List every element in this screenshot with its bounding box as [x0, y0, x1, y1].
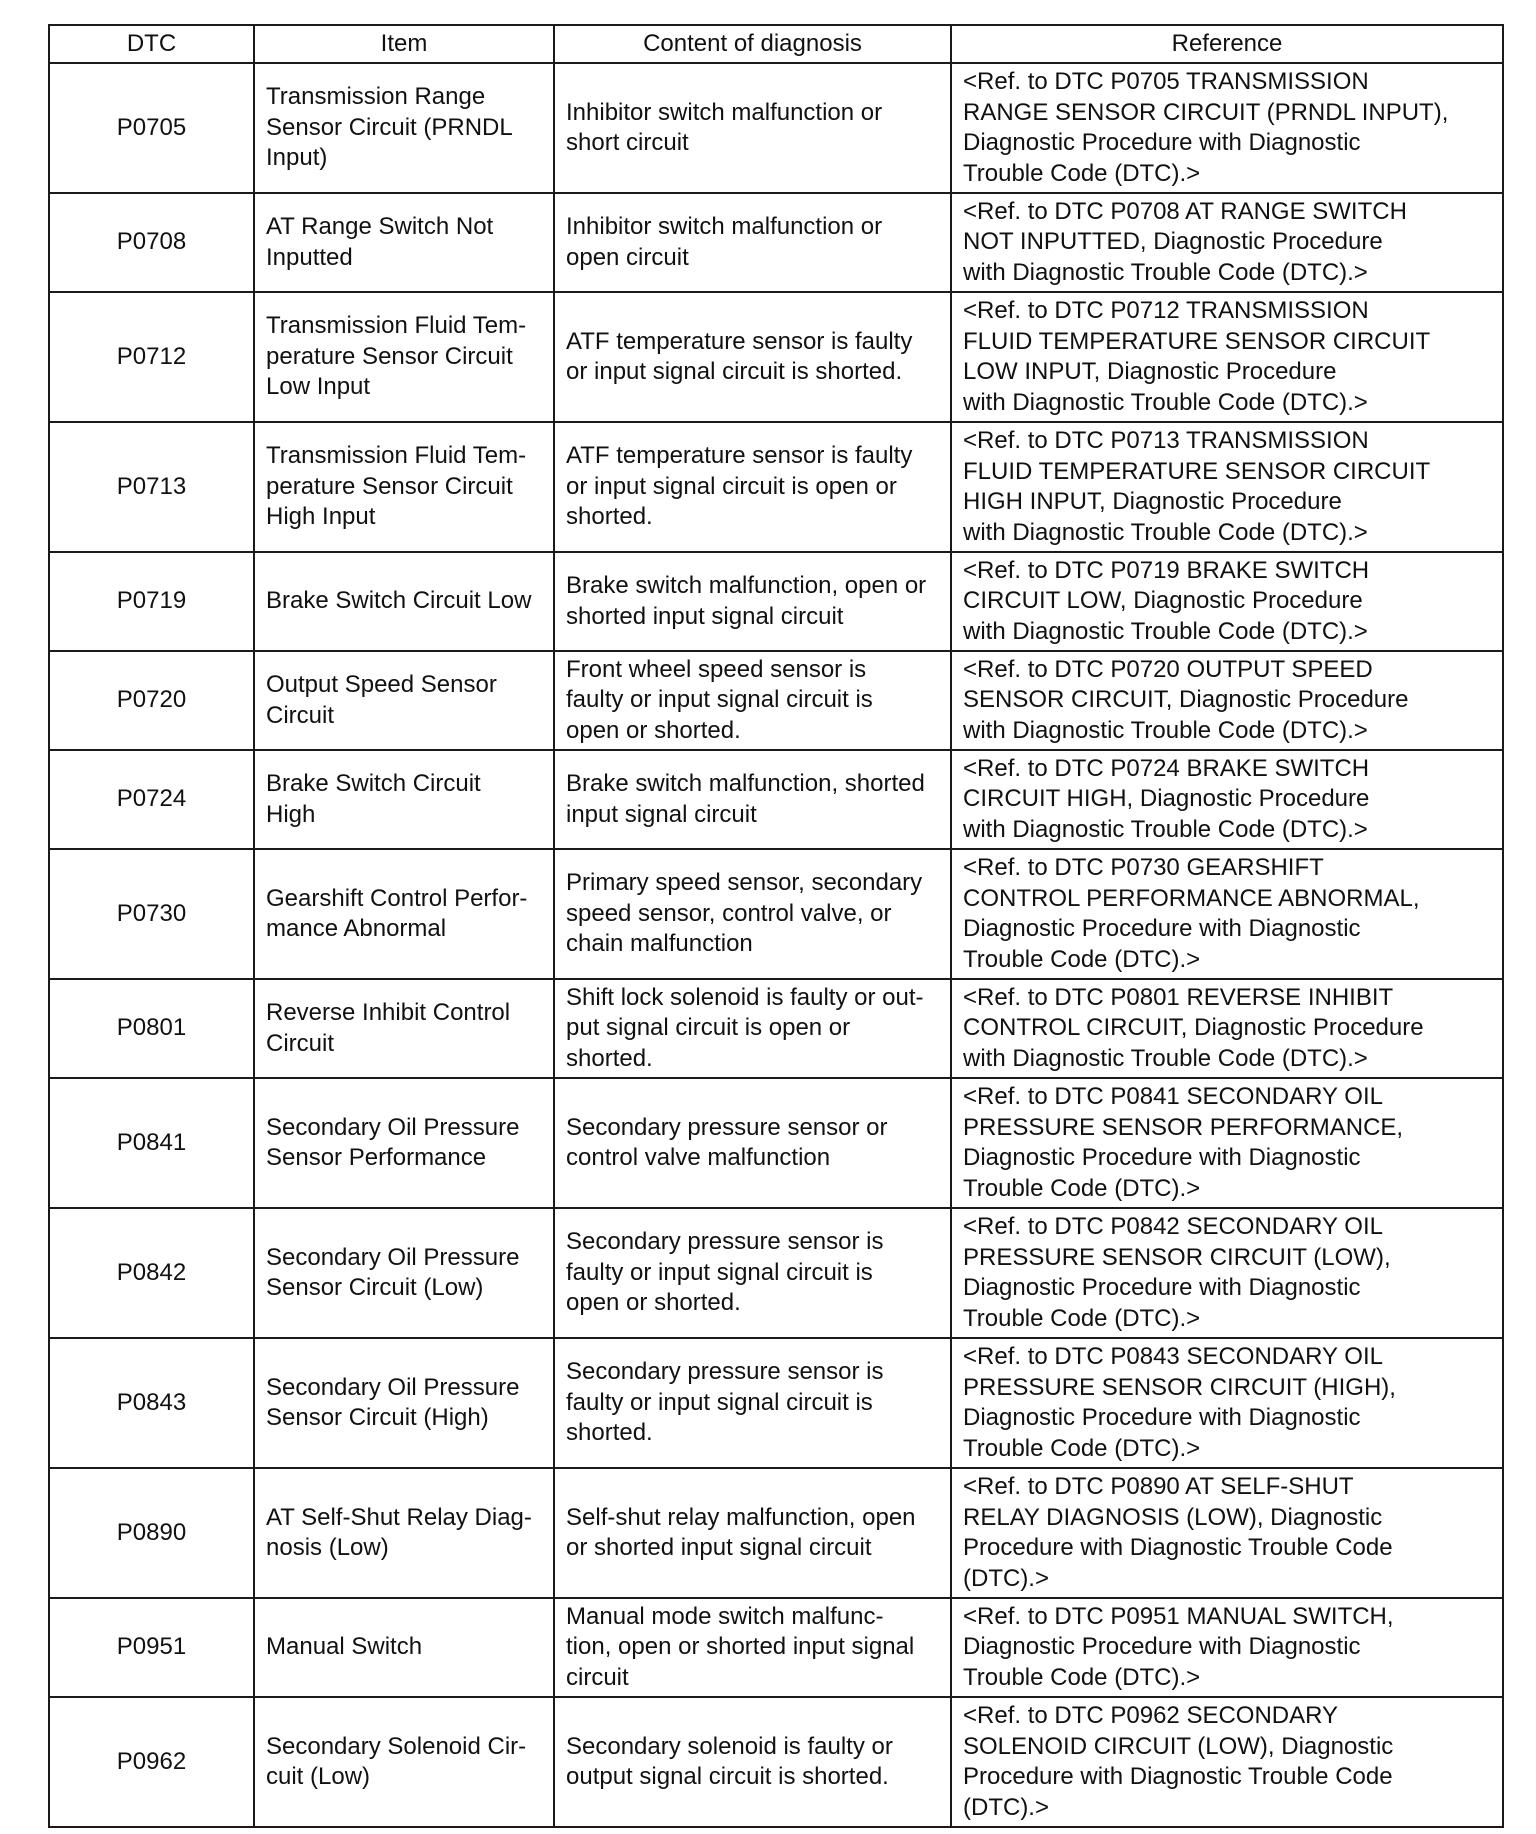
table-row	[49, 63, 1503, 193]
table-row	[49, 292, 1503, 422]
reference-text: <Ref. to DTC P0801 REVERSE INHIBIT CONTROL CIRCUIT, Diagnostic Procedure with Diagnostic Trouble Code (DTC).>	[951, 979, 1503, 1078]
dtc-code: P0801	[49, 979, 254, 1078]
dtc-code: P0962	[49, 1697, 254, 1827]
item-name: AT Range Switch Not Inputted	[254, 193, 554, 292]
reference-text: <Ref. to DTC P0841 SECONDARY OIL PRESSURE SENSOR PERFORMANCE, Diagnostic Procedure with Diagnostic Trouble Code (DTC).>	[951, 1078, 1503, 1208]
header-content-of-diagnosis: Content of diagnosis	[554, 25, 951, 63]
table-row	[49, 1338, 1503, 1468]
item-name: Transmission Fluid Tem- perature Sensor Circuit High Input	[254, 422, 554, 552]
item-name: Secondary Oil Pressure Sensor Performance	[254, 1078, 554, 1208]
item-name: Brake Switch Circuit Low	[254, 552, 554, 651]
reference-text: <Ref. to DTC P0712 TRANSMISSION FLUID TEMPERATURE SENSOR CIRCUIT LOW INPUT, Diagnostic Procedure with Diagnostic Trouble Code (DTC).>	[951, 292, 1503, 422]
diagnosis-content: Manual mode switch malfunc- tion, open or shorted input signal circuit	[554, 1598, 951, 1697]
diagnosis-content: Brake switch malfunction, shorted input signal circuit	[554, 750, 951, 849]
table-row	[49, 1697, 1503, 1827]
header-item: Item	[254, 25, 554, 63]
dtc-code: P0713	[49, 422, 254, 552]
dtc-code: P0720	[49, 651, 254, 750]
item-name: AT Self-Shut Relay Diag- nosis (Low)	[254, 1468, 554, 1598]
table-header	[49, 25, 1503, 63]
reference-text: <Ref. to DTC P0890 AT SELF-SHUT RELAY DIAGNOSIS (LOW), Diagnostic Procedure with Diagnostic Trouble Code (DTC).>	[951, 1468, 1503, 1598]
diagnosis-content: Secondary pressure sensor is faulty or input signal circuit is shorted.	[554, 1338, 951, 1468]
diagnosis-content: ATF temperature sensor is faulty or input signal circuit is shorted.	[554, 292, 951, 422]
table-row	[49, 1468, 1503, 1598]
item-name: Gearshift Control Perfor- mance Abnormal	[254, 849, 554, 979]
item-name: Reverse Inhibit Control Circuit	[254, 979, 554, 1078]
table-row	[49, 422, 1503, 552]
header-reference: Reference	[951, 25, 1503, 63]
table-row	[49, 1078, 1503, 1208]
reference-text: <Ref. to DTC P0730 GEARSHIFT CONTROL PERFORMANCE ABNORMAL, Diagnostic Procedure with Diagnostic Trouble Code (DTC).>	[951, 849, 1503, 979]
reference-text: <Ref. to DTC P0842 SECONDARY OIL PRESSURE SENSOR CIRCUIT (LOW), Diagnostic Procedure with Diagnostic Trouble Code (DTC).>	[951, 1208, 1503, 1338]
table-row	[49, 979, 1503, 1078]
item-name: Transmission Fluid Tem- perature Sensor Circuit Low Input	[254, 292, 554, 422]
dtc-code: P0842	[49, 1208, 254, 1338]
dtc-code: P0708	[49, 193, 254, 292]
table-row	[49, 552, 1503, 651]
header-row	[49, 25, 1503, 63]
reference-text: <Ref. to DTC P0720 OUTPUT SPEED SENSOR CIRCUIT, Diagnostic Procedure with Diagnostic Trouble Code (DTC).>	[951, 651, 1503, 750]
item-name: Brake Switch Circuit High	[254, 750, 554, 849]
dtc-code: P0705	[49, 63, 254, 193]
dtc-code: P0712	[49, 292, 254, 422]
dtc-code: P0951	[49, 1598, 254, 1697]
dtc-code: P0890	[49, 1468, 254, 1598]
item-name: Manual Switch	[254, 1598, 554, 1697]
table-row	[49, 1208, 1503, 1338]
diagnosis-content: Inhibitor switch malfunction or short circuit	[554, 63, 951, 193]
reference-text: <Ref. to DTC P0705 TRANSMISSION RANGE SENSOR CIRCUIT (PRNDL INPUT), Diagnostic Procedure with Diagnostic Trouble Code (DTC).>	[951, 63, 1503, 193]
reference-text: <Ref. to DTC P0719 BRAKE SWITCH CIRCUIT LOW, Diagnostic Procedure with Diagnostic Trouble Code (DTC).>	[951, 552, 1503, 651]
diagnosis-content: Secondary solenoid is faulty or output signal circuit is shorted.	[554, 1697, 951, 1827]
dtc-code: P0719	[49, 552, 254, 651]
diagnosis-content: Secondary pressure sensor or control valve malfunction	[554, 1078, 951, 1208]
item-name: Output Speed Sensor Circuit	[254, 651, 554, 750]
reference-text: <Ref. to DTC P0724 BRAKE SWITCH CIRCUIT HIGH, Diagnostic Procedure with Diagnostic Trouble Code (DTC).>	[951, 750, 1503, 849]
header-dtc: DTC	[49, 25, 254, 63]
reference-text: <Ref. to DTC P0951 MANUAL SWITCH, Diagnostic Procedure with Diagnostic Trouble Code (DTC).>	[951, 1598, 1503, 1697]
table-row	[49, 651, 1503, 750]
dtc-table	[48, 24, 1504, 1828]
reference-text: <Ref. to DTC P0708 AT RANGE SWITCH NOT INPUTTED, Diagnostic Procedure with Diagnostic Trouble Code (DTC).>	[951, 193, 1503, 292]
item-name: Secondary Solenoid Cir- cuit (Low)	[254, 1697, 554, 1827]
diagnosis-content: Primary speed sensor, secondary speed sensor, control valve, or chain malfunction	[554, 849, 951, 979]
diagnosis-content: Inhibitor switch malfunction or open circuit	[554, 193, 951, 292]
diagnosis-content: Front wheel speed sensor is faulty or input signal circuit is open or shorted.	[554, 651, 951, 750]
dtc-code: P0841	[49, 1078, 254, 1208]
diagnosis-content: Self-shut relay malfunction, open or shorted input signal circuit	[554, 1468, 951, 1598]
diagnosis-content: Secondary pressure sensor is faulty or input signal circuit is open or shorted.	[554, 1208, 951, 1338]
table-row	[49, 849, 1503, 979]
table-row	[49, 1598, 1503, 1697]
reference-text: <Ref. to DTC P0962 SECONDARY SOLENOID CIRCUIT (LOW), Diagnostic Procedure with Diagnostic Trouble Code (DTC).>	[951, 1697, 1503, 1827]
item-name: Secondary Oil Pressure Sensor Circuit (Low)	[254, 1208, 554, 1338]
diagnosis-content: Brake switch malfunction, open or shorted input signal circuit	[554, 552, 951, 651]
dtc-code: P0730	[49, 849, 254, 979]
reference-text: <Ref. to DTC P0843 SECONDARY OIL PRESSURE SENSOR CIRCUIT (HIGH), Diagnostic Procedure with Diagnostic Trouble Code (DTC).>	[951, 1338, 1503, 1468]
dtc-code: P0843	[49, 1338, 254, 1468]
diagnosis-content: ATF temperature sensor is faulty or input signal circuit is open or shorted.	[554, 422, 951, 552]
dtc-code: P0724	[49, 750, 254, 849]
reference-text: <Ref. to DTC P0713 TRANSMISSION FLUID TEMPERATURE SENSOR CIRCUIT HIGH INPUT, Diagnostic Procedure with Diagnostic Trouble Code (DTC).>	[951, 422, 1503, 552]
table-row	[49, 750, 1503, 849]
item-name: Secondary Oil Pressure Sensor Circuit (High)	[254, 1338, 554, 1468]
diagnosis-content: Shift lock solenoid is faulty or out- put signal circuit is open or shorted.	[554, 979, 951, 1078]
item-name: Transmission Range Sensor Circuit (PRNDL Input)	[254, 63, 554, 193]
table-body	[49, 63, 1503, 1827]
table-row	[49, 193, 1503, 292]
